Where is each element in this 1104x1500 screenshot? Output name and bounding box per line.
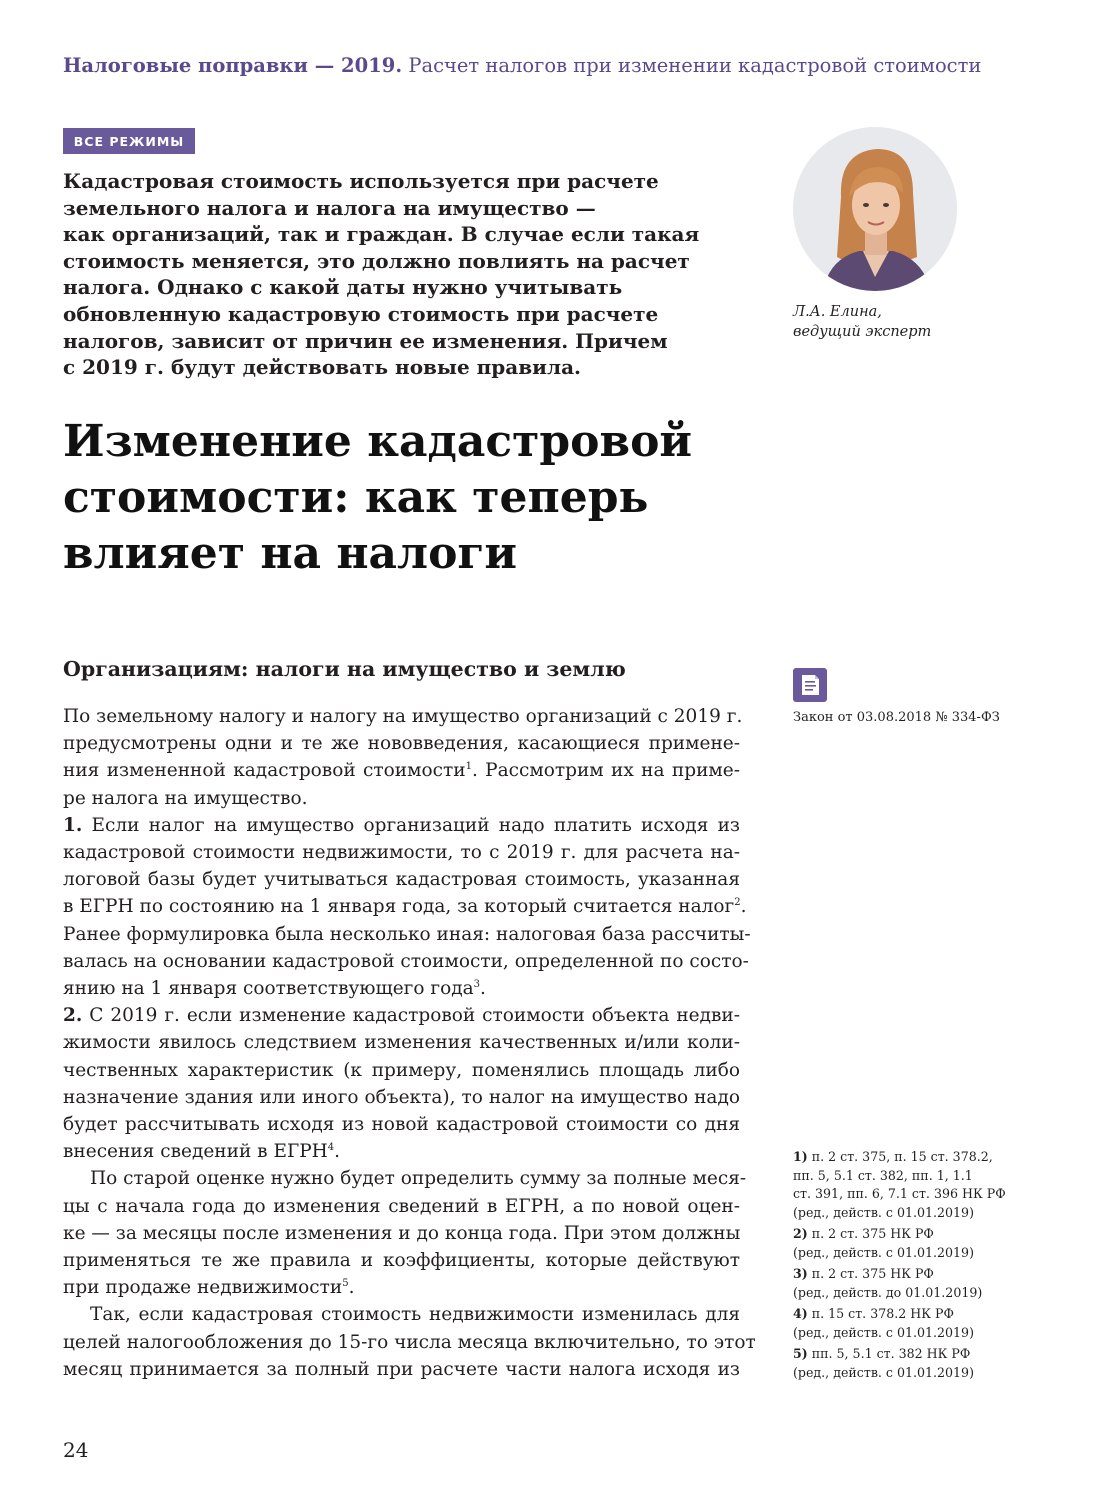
body-line: янию на 1 января соответствующего года$^3$. bbox=[63, 978, 486, 1000]
body-line: применяться те же правила и коэффициенты, которые действуют bbox=[63, 1250, 740, 1272]
list-number: 1. bbox=[63, 814, 83, 836]
author-name: Л.А. Елина, bbox=[793, 304, 882, 320]
author-photo bbox=[793, 127, 957, 291]
body-line: ре налога на имущество. bbox=[63, 787, 308, 809]
body-line: Так, если кадастровая стоимость недвижимости изменилась для bbox=[90, 1304, 740, 1326]
article-headline bbox=[63, 414, 783, 582]
body-line: ке — за месяцы после изменения и до конца года. При этом должны bbox=[63, 1222, 741, 1244]
footnote-ref: 5 bbox=[342, 1278, 349, 1290]
headline-line: Изменение кадастровой bbox=[63, 416, 693, 467]
body-line: будет рассчитывать исходя из новой кадастровой стоимости со дня bbox=[63, 1114, 740, 1136]
page-number: 24 bbox=[63, 1438, 89, 1462]
footnote: 3) п. 2 ст. 375 НК РФ (ред., действ. до 01.01.2019) bbox=[793, 1266, 983, 1300]
body-line: при продаже недвижимости$^5$. bbox=[63, 1277, 355, 1299]
body-line: месяц принимается за полный при расчете части налога исходя из bbox=[63, 1358, 740, 1380]
lead-paragraph bbox=[63, 168, 763, 381]
body-line: назначение здания или иного объекта), то налог на имущество надо bbox=[63, 1086, 740, 1108]
running-head-title: Расчет налогов при изменении кадастровой стоимости bbox=[408, 54, 982, 77]
running-head-section: Налоговые поправки — 2019. bbox=[63, 54, 403, 77]
footnote: 1) п. 2 ст. 375, п. 15 ст. 378.2, пп. 5, 5.1 ст. 382, пп. 1, 1.1 ст. 391, пп. 6, 7.1 ст. 396 НК РФ (ред., действ. с 01.01.2019) bbox=[793, 1149, 1006, 1220]
author-caption bbox=[793, 302, 1033, 342]
author-portrait-illustration bbox=[793, 127, 957, 291]
article-body bbox=[63, 703, 756, 1383]
body-line: в ЕГРН по состоянию на 1 января года, за который считается налог$^2$. bbox=[63, 896, 747, 918]
footnote-ref: 4 bbox=[327, 1142, 335, 1154]
body-line: жимости явилось следствием изменения качественных и/или коли- bbox=[63, 1032, 740, 1054]
body-line: ния измененной кадастровой стоимости$^1$. Рассмотрим их на приме- bbox=[63, 760, 740, 782]
lead-line: стоимость меняется, это должно повлиять на расчет bbox=[63, 248, 690, 273]
lead-line: Кадастровая стоимость используется при расчете bbox=[63, 169, 659, 193]
footnote: 4) п. 15 ст. 378.2 НК РФ (ред., действ. с 01.01.2019) bbox=[793, 1306, 974, 1340]
headline-line: стоимости: как теперь bbox=[63, 472, 649, 523]
headline-line: влияет на налоги bbox=[63, 528, 518, 579]
lead-line: обновленную кадастровую стоимость при расчете bbox=[63, 301, 659, 326]
lead-line: земельного налога и налога на имущество — bbox=[63, 195, 596, 220]
body-line: внесения сведений в ЕГРН$^4$. bbox=[63, 1141, 341, 1163]
footnote: 2) п. 2 ст. 375 НК РФ (ред., действ. с 01.01.2019) bbox=[793, 1226, 974, 1260]
body-line: предусмотрены одни и те же нововведения, касающиеся примене- bbox=[63, 733, 740, 755]
body-line: По земельному налогу и налогу на имущество организаций с 2019 г. bbox=[63, 706, 743, 727]
document-icon-glyph bbox=[793, 668, 827, 702]
footnote: 5) пп. 5, 5.1 ст. 382 НК РФ (ред., действ. с 01.01.2019) bbox=[793, 1346, 974, 1380]
lead-line: с 2019 г. будут действовать новые правила. bbox=[63, 355, 582, 380]
body-line: логовой базы будет учитываться кадастровая стоимость, указанная bbox=[63, 869, 740, 891]
body-line: кадастровой стоимости недвижимости, то с 2019 г. для расчета на- bbox=[63, 842, 740, 864]
lead-line: налога. Однако с какой даты нужно учитывать bbox=[63, 275, 623, 300]
footnote-ref: 2 bbox=[734, 897, 741, 909]
running-head bbox=[63, 54, 1053, 77]
body-line: По старой оценке нужно будет определить сумму за полные меся- bbox=[90, 1168, 747, 1190]
author-role: ведущий эксперт bbox=[793, 324, 932, 340]
body-line: 2. С 2019 г. если изменение кадастровой стоимости объекта недви- bbox=[63, 1005, 740, 1027]
body-line: чественных характеристик (к примеру, поменялись площадь либо bbox=[63, 1059, 740, 1081]
body-line: цы с начала года до изменения сведений в ЕГРН, а по новой оцен- bbox=[63, 1195, 740, 1217]
section-subheading: Организациям: налоги на имущество и землю bbox=[63, 657, 626, 681]
list-number: 2. bbox=[63, 1005, 83, 1027]
law-reference: Закон от 03.08.2018 № 334-ФЗ bbox=[793, 710, 1000, 725]
footnote-ref: 1 bbox=[465, 761, 472, 773]
body-line: 1. Если налог на имущество организаций надо платить исходя из bbox=[63, 814, 740, 836]
lead-line: как организаций, так и граждан. В случае если такая bbox=[63, 222, 700, 247]
footnote-ref: 3 bbox=[473, 978, 481, 990]
body-line: валась на основании кадастровой стоимости, определенной по состо- bbox=[63, 950, 749, 972]
body-line: Ранее формулировка была несколько иная: налоговая база рассчиты- bbox=[63, 923, 751, 945]
document-icon bbox=[793, 668, 827, 702]
footnotes bbox=[793, 1148, 1043, 1385]
lead-line: налогов, зависит от причин ее изменения. Причем bbox=[63, 328, 668, 353]
body-line: целей налогообложения до 15-го числа месяца включительно, то этот bbox=[63, 1331, 756, 1353]
regime-badge: ВСЕ РЕЖИМЫ bbox=[63, 128, 195, 154]
